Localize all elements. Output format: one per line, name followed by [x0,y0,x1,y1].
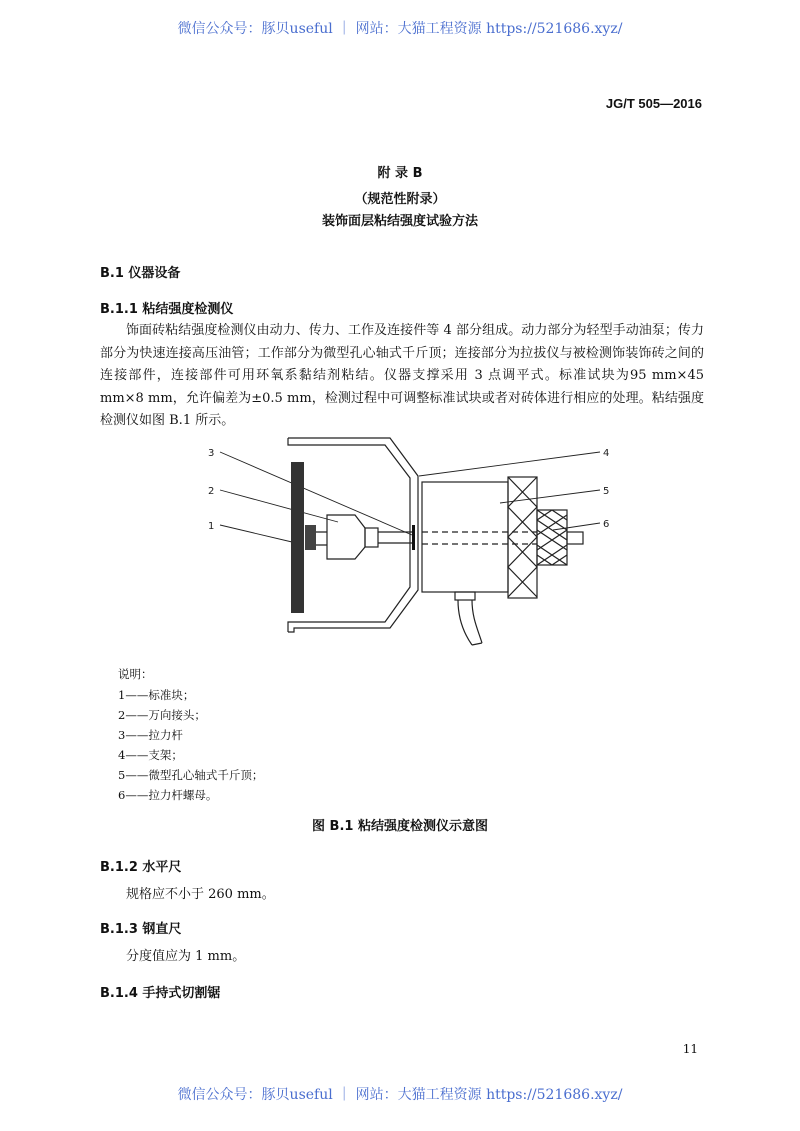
section-b11-text: 饰面砖粘结强度检测仪由动力、传力、工作及连接件等 4 部分组成。动力部分为轻型手动油泵；传力部分为快速连接高压油管；工作部分为微型孔心轴式千斤顶；连接部分为拉拔仪与被检测饰装饰砖之间的连接部件，连接部件可用环氧系黏结剂粘结。仪器支撑采用 3 点调平式。标准试块为95 mm×45 mm×8 mm，允许偏差为±0.5 mm，检测过程中可调整标准试块或者对砖体进行相应的处理。粘结强度检测仪如图 B.1 所示。 [100,323,704,428]
page-number: 11 [682,1042,698,1056]
standard-block [291,462,304,613]
universal-joint [327,515,365,559]
appendix-title: 附 录 B [377,166,423,181]
section-b12: B.1.2 水平尺 [100,860,182,875]
label-5: 5 [603,486,610,497]
label-3: 3 [208,448,215,459]
legend-title: 说明： [118,667,153,681]
section-b1: B.1 仪器设备 [100,266,181,281]
watermark-bottom: 微信公众号：豚贝useful ｜ 网站：大猫工程资源 https://521686.xyz/ [177,1087,623,1103]
standard-header: JG/T 505—2016 [605,96,702,111]
legend-item: 1——标准块； [118,688,195,702]
label-2: 2 [208,486,215,497]
small-block [305,525,316,550]
section-b12-text: 规格应不小于 260 mm。 [126,887,275,902]
legend-item: 6——拉力杆螺母。 [118,788,218,802]
section-b14: B.1.4 手持式切割锯 [100,986,221,1001]
label-6: 6 [603,519,610,530]
label-4: 4 [603,448,610,459]
legend-item: 5——微型孔心轴式千斤顶； [118,768,264,782]
watermark-top: 微信公众号：豚贝useful ｜ 网站：大猫工程资源 https://521686.xyz/ [177,21,623,37]
section-b13-text: 分度值应为 1 mm。 [126,949,246,964]
section-b11: B.1.1 粘结强度检测仪 [100,302,234,317]
section-b13: B.1.3 钢直尺 [100,922,182,937]
legend-item: 2——万向接头； [118,708,206,722]
pull-rod-plate [412,525,415,550]
appendix-name: 装饰面层粘结强度试验方法 [321,214,478,229]
legend-item: 3——拉力杆 [118,728,183,742]
figure-caption: 图 B.1 粘结强度检测仪示意图 [312,819,488,834]
hatched-block [508,477,537,598]
jack-cylinder [422,482,508,592]
legend-item: 4——支架； [118,748,183,762]
appendix-subtitle: （规范性附录） [354,192,446,207]
label-1: 1 [208,521,215,532]
